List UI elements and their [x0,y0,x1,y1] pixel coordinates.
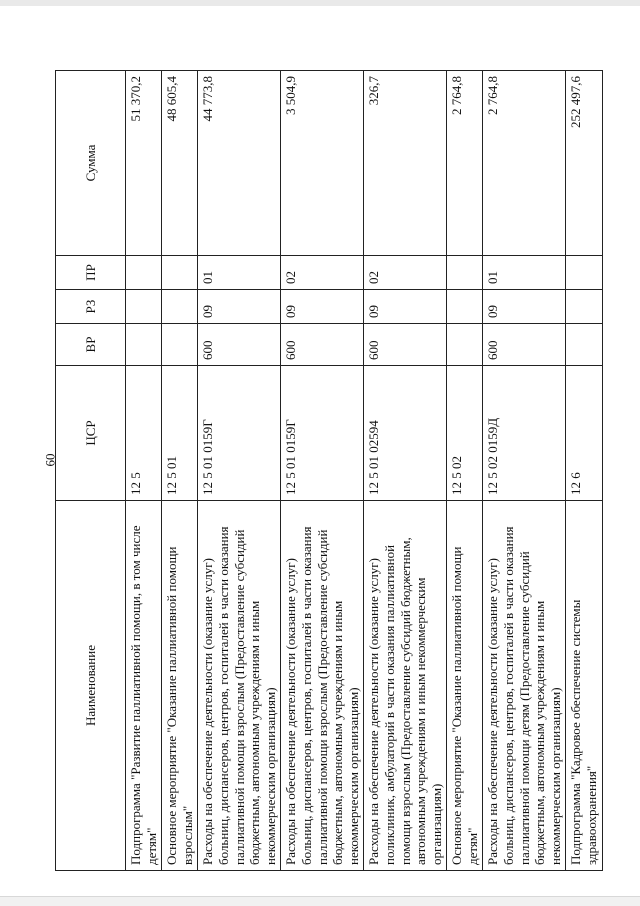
table-row [281,71,364,871]
cell-pr: 01 [483,256,566,290]
table-row [483,71,566,871]
cell-sum: 3 504,9 [281,71,364,256]
cell-name: Расходы на обеспечение деятельности (оказание услуг) поликлиник, амбулаторий в части оказания паллиативной помощи взрослым (Предоставление субсидий бюджетным, автономным учреждениям и иным некоммерческим организациям) [364,501,447,871]
cell-name: Расходы на обеспечение деятельности (оказание услуг) больниц, диспансеров, центров, госпиталей в части оказания паллиативной помощи детям (Предоставление субсидий бюджетным, автономным учреждениям и иным некоммерческим организациям) [483,501,566,871]
cell-sum: 48 605,4 [162,71,198,256]
table-row [447,71,483,871]
cell-rz [162,290,198,324]
cell-sum: 2 764,8 [483,71,566,256]
header-sum: Сумма [56,71,126,256]
header-csr: ЦСР [56,366,126,501]
cell-rz [126,290,162,324]
cell-rz: 09 [198,290,281,324]
table-row [126,71,162,871]
cell-vr: 600 [198,324,281,366]
table-row [162,71,198,871]
cell-csr: 12 6 [566,366,602,501]
header-pr: ПР [56,256,126,290]
cell-csr: 12 5 01 0159Г [198,366,281,501]
cell-vr: 600 [281,324,364,366]
budget-table-rotated [55,71,600,871]
cell-pr: 02 [364,256,447,290]
cell-pr [447,256,483,290]
header-vr: ВР [56,324,126,366]
cell-vr [566,324,602,366]
cell-vr [126,324,162,366]
cell-csr: 12 5 02 0159Д [483,366,566,501]
page-number: 60 [42,453,58,467]
table-row [566,71,602,871]
cell-name: Расходы на обеспечение деятельности (оказание услуг) больниц, диспансеров, центров, госпиталей в части оказания паллиативной помощи взрослым (Предоставление субсидий бюджетным, автономным учреждениям и иным некоммерческим организациям) [281,501,364,871]
cell-vr: 600 [483,324,566,366]
cell-vr: 600 [364,324,447,366]
cell-sum: 51 370,2 [126,71,162,256]
cell-rz: 09 [364,290,447,324]
cell-pr: 02 [281,256,364,290]
cell-vr [162,324,198,366]
cell-csr: 12 5 02 [447,366,483,501]
header-rz: РЗ [56,290,126,324]
cell-sum: 44 773,8 [198,71,281,256]
table-row [198,71,281,871]
cell-name: Основное мероприятие "Оказание паллиативной помощи детям" [447,501,483,871]
header-name: Наименование [56,501,126,871]
scan-edge-top [0,0,640,6]
table-header-row [56,71,126,871]
budget-table [55,70,603,871]
cell-name: Основное мероприятие "Оказание паллиативной помощи взрослым" [162,501,198,871]
cell-pr: 01 [198,256,281,290]
cell-csr: 12 5 01 02594 [364,366,447,501]
cell-rz: 09 [483,290,566,324]
cell-name: Подпрограмма "Кадровое обеспечение системы здравоохранения" [566,501,602,871]
cell-csr: 12 5 01 0159Г [281,366,364,501]
cell-vr [447,324,483,366]
cell-sum: 252 497,6 [566,71,602,256]
cell-rz [566,290,602,324]
cell-name: Подпрограмма "Развитие паллиативной помощи, в том числе детям" [126,501,162,871]
table-row [364,71,447,871]
cell-rz [447,290,483,324]
cell-rz: 09 [281,290,364,324]
cell-csr: 12 5 [126,366,162,501]
cell-csr: 12 5 01 [162,366,198,501]
cell-sum: 326,7 [364,71,447,256]
cell-pr [162,256,198,290]
cell-sum: 2 764,8 [447,71,483,256]
cell-pr [126,256,162,290]
cell-name: Расходы на обеспечение деятельности (оказание услуг) больниц, диспансеров, центров, госпиталей в части оказания паллиативной помощи взрослым (Предоставление субсидий бюджетным, автономным учреждениям и иным некоммерческим организациям) [198,501,281,871]
cell-pr [566,256,602,290]
